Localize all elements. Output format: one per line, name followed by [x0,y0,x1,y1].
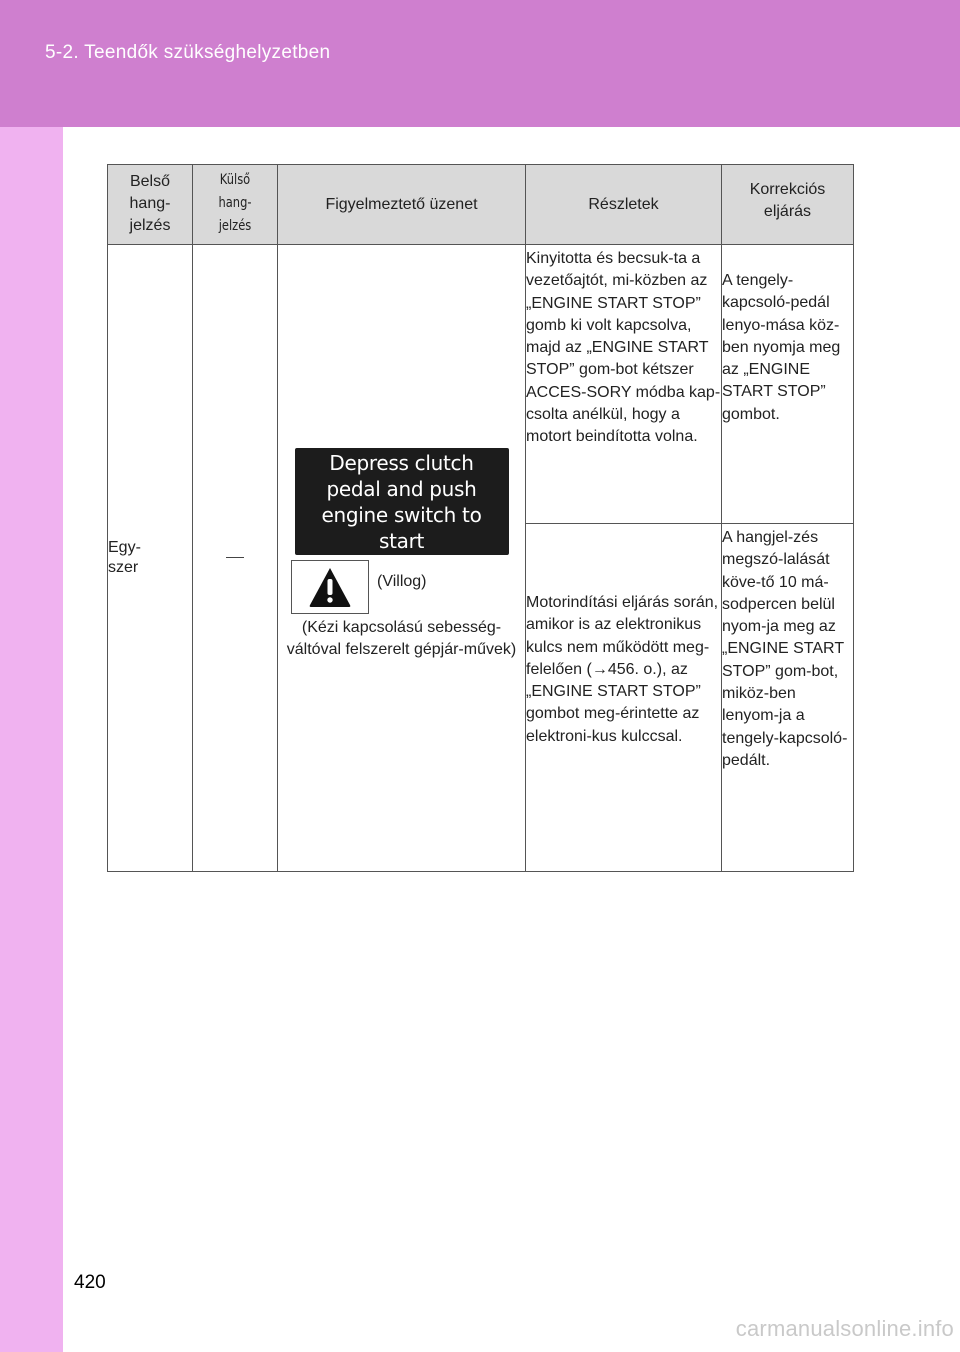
header-outer-sound-label: Külső hang-jelzés [218,172,252,234]
inner-sound-value: Egy-szer [108,539,141,576]
detail-cell-2 [526,524,722,872]
outer-sound-cell [193,245,278,872]
header-bar [0,0,960,127]
header-message-label: Figyelmeztető üzenet [325,195,478,213]
table-header-row [108,165,854,245]
outer-sound-dash [226,557,244,558]
display-message: Depress clutch pedal and push engine switch to start [321,450,482,553]
warning-table [107,164,854,872]
header-details [526,165,722,245]
header-message [278,165,526,245]
villog-label: (Villog) [377,573,427,590]
villog-row [291,560,525,614]
header-outer-sound [193,165,278,245]
correction-text-2: A hangjel-zés megszó-lalását köve-tő 10 má-sodpercen belül nyom-ja meg az „ENGINE START STOP” gom-bot, miköz-ben lenyom-ja a tengely-kapcsoló-pedált. [722,529,848,769]
dashboard-display [295,448,509,555]
section-title: 5-2. Teendők szükséghelyzetben [45,42,331,63]
detail-text-2: Motorindítási eljárás során, amikor is az elektronikus kulcs nem működött meg-felelően (→456. o.), az „ENGINE START STOP” gombot meg-érintette az elektroni-kus kulccsal. [526,594,719,745]
page-number: 420 [74,1272,106,1293]
inner-sound-cell [108,245,193,872]
correction-text-1: A tengely-kapcsoló-pedál lenyo-mása köz-ben nyomja meg az „ENGINE START STOP” gombot. [722,272,841,423]
detail-text-1: Kinyitotta és becsuk-ta a vezetőajtót, mi-közben az „ENGINE START STOP” gomb ki volt kapcsolva, majd az „ENGINE START STOP” gom-bot kétszer ACCES-SORY módba kap-csolta anélkül, hogy a motort beindította volna. [526,250,721,446]
side-strip [0,127,63,1352]
message-cell [278,245,526,872]
warning-triangle-icon [291,560,369,614]
watermark: carmanualsonline.info [735,1316,954,1341]
correction-cell-2 [722,524,854,872]
table-row [108,245,854,524]
header-inner-sound: Belső hang-jelzés [108,165,193,245]
manual-transmission-note: (Kézi kapcsolású sebesség-váltóval felszerelt gépjár-művek) [286,619,517,658]
correction-cell-1 [722,245,854,524]
header-correction: Korrekciós eljárás [722,165,854,245]
detail-cell-1 [526,245,722,524]
header-details-label: Részletek [588,195,659,213]
